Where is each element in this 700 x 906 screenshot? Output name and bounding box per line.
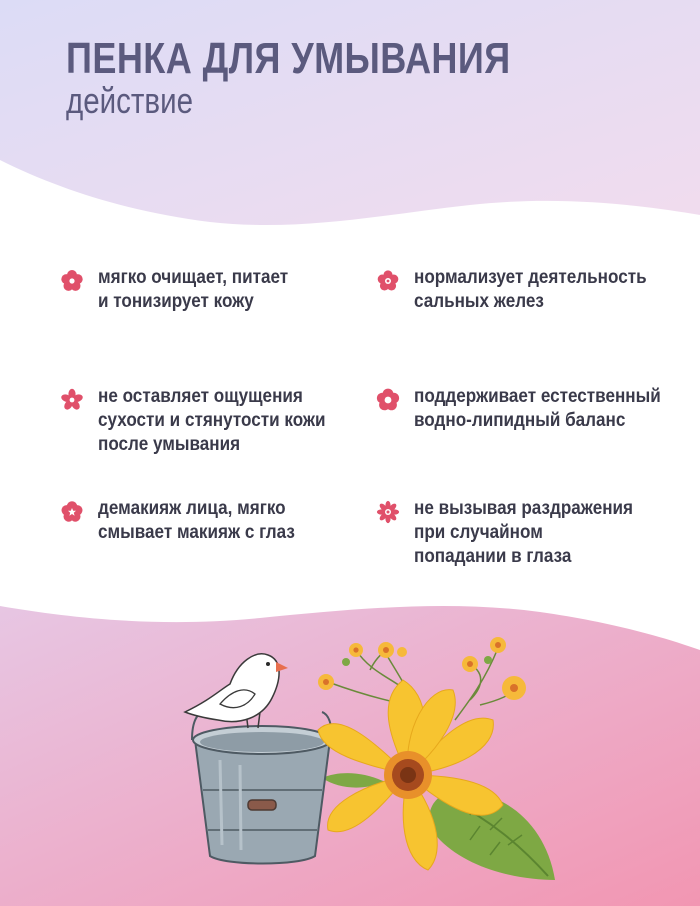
benefit-line: смывает макияж с глаз	[98, 522, 295, 543]
benefit-text	[414, 385, 661, 433]
bird	[185, 654, 288, 728]
benefit-line: нормализует деятельность	[414, 267, 647, 288]
flower-icon	[376, 388, 400, 412]
flower-icon	[60, 269, 84, 293]
benefit-text	[98, 385, 326, 457]
benefit-line: и тонизирует кожу	[98, 291, 254, 312]
small-flowers	[318, 637, 526, 700]
benefit-text	[414, 497, 633, 569]
page-subtitle: действие	[66, 80, 194, 121]
page-title: ПЕНКА ДЛЯ УМЫВАНИЯ	[66, 34, 511, 83]
benefit-line: попадании в глаза	[414, 546, 572, 567]
flower-icon	[60, 388, 84, 412]
flower-icon	[60, 500, 84, 524]
benefit-text	[414, 266, 647, 314]
benefit-line: сухости и стянутости кожи	[98, 410, 326, 431]
benefit-line: не оставляет ощущения	[98, 386, 303, 407]
benefit-line: при случайном	[414, 522, 543, 543]
flower-icon	[376, 269, 400, 293]
benefit-line: сальных желез	[414, 291, 544, 312]
benefit-line: не вызывая раздражения	[414, 498, 634, 519]
illustration	[0, 600, 700, 906]
benefit-line: водно-липидный баланс	[414, 410, 626, 431]
bucket	[192, 712, 332, 864]
flower-icon	[376, 500, 400, 524]
benefit-line: после умывания	[98, 434, 241, 455]
benefit-text	[98, 266, 288, 314]
benefit-text	[98, 497, 295, 545]
benefit-line: демакияж лица, мягко	[98, 498, 286, 519]
benefit-line: мягко очищает, питает	[98, 267, 289, 288]
benefit-line: поддерживает естественный	[414, 386, 661, 407]
